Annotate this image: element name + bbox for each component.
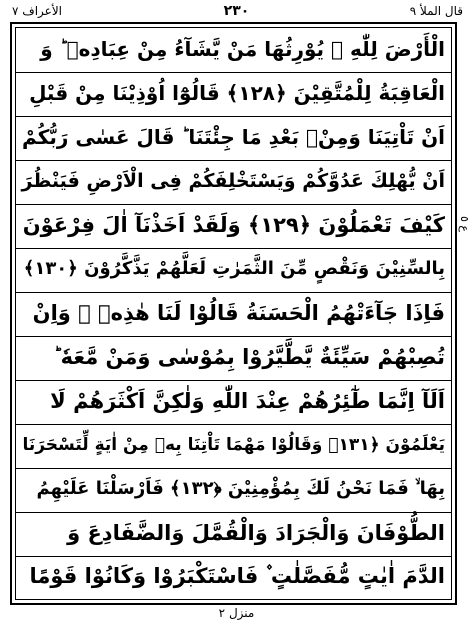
- line-text: بِهَا ۙ فَمَا نَحْنُ لَكَ بِمُؤْمِنِيْنَ ﴿١٣٢﴾ فَاَرْسَلْنَا عَلَيْهِمُ: [36, 478, 445, 499]
- text-line-4: [16, 160, 451, 201]
- line-text: الطُّوْفَانَ وَالْجَرَادَ وَالْقُمَّلَ وَالضَّفَادِعَ وَ: [67, 520, 445, 545]
- page-header: [0, 2, 473, 24]
- line-text: بِالسِّنِيْنَ وَنَقْصٍ مِّنَ الثَّمَرٰتِ لَعَلَّهُمْ يَذَّكَّرُوْنَ ﴿١٣٠﴾: [23, 258, 445, 279]
- text-line-2: [16, 72, 451, 113]
- line-text: تُصِبْهُمْ سَيِّئَةٌ يَّطَّيَّرُوْا بِمُوْسٰى وَمَنْ مَّعَهٗ ؕ: [53, 344, 445, 369]
- page-number: ٢٣٠: [223, 3, 250, 19]
- line-text: الْعَاقِبَةُ لِلْمُتَّقِيْنَ ﴿١٢٨﴾ قَالُوْٓا اُوْذِيْنَا مِنْ قَبْلِ: [29, 80, 445, 105]
- line-text: يَعْلَمُوْنَ ﴿١٣١﴾ وَقَالُوْا مَهْمَا تَاْتِنَا بِهٖ مِنْ اٰيَةٍ لِّتَسْحَرَنَا: [22, 435, 445, 455]
- text-line-7: [16, 292, 451, 333]
- line-text: اَلَآ اِنَّمَا طٰٓئِرُهُمْ عِنْدَ اللّٰهِ وَلٰكِنَّ اَكْثَرَهُمْ لَا: [50, 388, 445, 413]
- line-text: الْأَرْضَ لِلّٰهِ ۙ يُوْرِثُهَا مَنْ يَّشَآءُ مِنْ عِبَادِهٖ ؕ وَ: [40, 36, 445, 61]
- manzil-footer: منزل ٢: [218, 606, 255, 620]
- line-text: الدَّمَ اٰيٰتٍ مُّفَصَّلٰتٍ ۫ فَاسْتَكْبَرُوْا وَكَانُوْا قَوْمًا: [29, 564, 445, 588]
- juz-name: قال الملأ ٩: [409, 4, 463, 18]
- text-line-13: [16, 556, 451, 597]
- text-line-11: [16, 468, 451, 509]
- line-text: اَنْ تَاْتِيَنَا وَمِنْۢ بَعْدِ مَا جِئْتَنَا ؕ قَالَ عَسٰى رَبُّكُمْ: [22, 124, 445, 149]
- text-frame: [10, 22, 457, 605]
- surah-name: الأعراف ٧: [12, 4, 62, 18]
- text-line-12: [16, 512, 451, 553]
- ruku-margin-note: ع ٥: [458, 216, 471, 232]
- line-text: فَاِذَا جَآءَتْهُمُ الْحَسَنَةُ قَالُوْا لَنَا هٰذِهٖ ۚ وَاِنْ: [32, 300, 445, 325]
- text-line-3: [16, 116, 451, 157]
- line-text: اَنْ يُّهْلِكَ عَدُوَّكُمْ وَيَسْتَخْلِفَكُمْ فِى الْاَرْضِ فَيَنْظُرَ: [21, 169, 445, 192]
- text-line-5: [16, 204, 451, 245]
- text-line-6: [16, 248, 451, 289]
- text-lines: [15, 27, 452, 600]
- text-line-8: [16, 336, 451, 377]
- text-line-9: [16, 380, 451, 421]
- text-line-1: [16, 28, 451, 69]
- line-text: كَيْفَ تَعْمَلُوْنَ ﴿١٢٩﴾ وَلَقَدْ اَخَذْنَآ اٰلَ فِرْعَوْنَ: [22, 212, 445, 237]
- text-line-10: [16, 424, 451, 465]
